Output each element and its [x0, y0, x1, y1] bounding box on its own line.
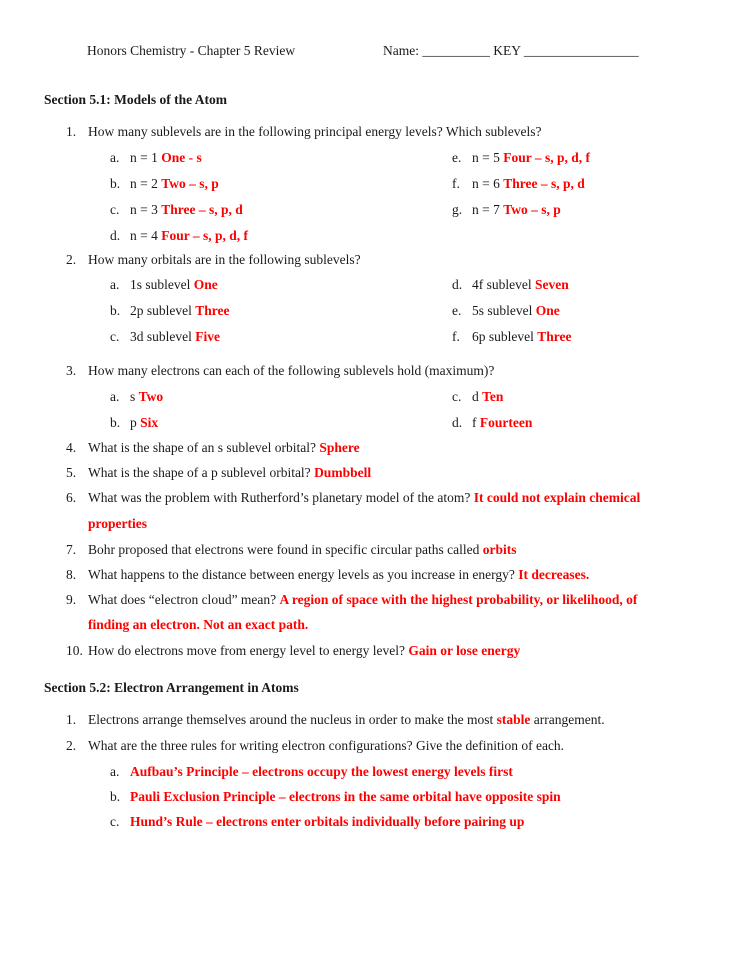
s2-question-2: 2. What are the three rules for writing electron configurations? Give the definition of each. [66, 738, 565, 753]
q3-item-a: a. s Two [110, 389, 164, 404]
q3-item-c: c. d Ten [452, 389, 504, 404]
q2-item-f: f. 6p sublevel Three [452, 329, 572, 344]
question-2: 2. How many orbitals are in the following sublevels? [66, 252, 361, 267]
q2-item-e: e. 5s sublevel One [452, 303, 560, 318]
question-8: 8. What happens to the distance between energy levels as you increase in energy? It decreases. [66, 567, 590, 582]
document-title: Honors Chemistry - Chapter 5 Review [87, 43, 296, 58]
section-5-2-title: Section 5.2: Electron Arrangement in Atoms [44, 680, 299, 695]
q3-item-d: d. f Fourteen [452, 415, 533, 430]
q2-item-b: b. 2p sublevel Three [110, 303, 230, 318]
question-4: 4. What is the shape of an s sublevel orbital? Sphere [66, 440, 360, 455]
question-6-answer-cont: properties [88, 516, 147, 531]
s2-q2-item-a: a. Aufbau’s Principle – electrons occupy the lowest energy levels first [110, 764, 513, 779]
s2-q2-item-c: c. Hund’s Rule – electrons enter orbitals individually before pairing up [110, 814, 525, 829]
question-3: 3. How many electrons can each of the following sublevels hold (maximum)? [66, 363, 495, 378]
q1-item-c: c. n = 3 Three – s, p, d [110, 202, 243, 217]
section-5-1-title: Section 5.1: Models of the Atom [44, 92, 227, 107]
q1-item-d: d. n = 4 Four – s, p, d, f [110, 228, 249, 243]
question-7: 7. Bohr proposed that electrons were found in specific circular paths called orbits [66, 542, 517, 557]
question-6: 6. What was the problem with Rutherford’s planetary model of the atom? It could not explain chemical [66, 490, 641, 505]
q2-item-a: a. 1s sublevel One [110, 277, 218, 292]
s2-q2-item-b: b. Pauli Exclusion Principle – electrons in the same orbital have opposite spin [110, 789, 561, 804]
q2-item-d: d. 4f sublevel Seven [452, 277, 569, 292]
q3-item-b: b. p Six [110, 415, 159, 430]
q1-item-g: g. n = 7 Two – s, p [452, 202, 561, 217]
name-field: Name: __________ KEY _________________ [383, 43, 639, 58]
q1-item-a: a. n = 1 One - s [110, 150, 202, 165]
question-9: 9. What does “electron cloud” mean? A region of space with the highest probability, or likelihood, of [66, 592, 638, 607]
q2-item-c: c. 3d sublevel Five [110, 329, 220, 344]
question-10: 10. How do electrons move from energy level to energy level? Gain or lose energy [66, 643, 521, 658]
question-1: 1. How many sublevels are in the following principal energy levels? Which sublevels? [66, 124, 542, 139]
q1-item-e: e. n = 5 Four – s, p, d, f [452, 150, 591, 165]
q1-item-f: f. n = 6 Three – s, p, d [452, 176, 585, 191]
question-9-answer-cont: finding an electron. Not an exact path. [88, 617, 309, 632]
q1-item-b: b. n = 2 Two – s, p [110, 176, 219, 191]
s2-question-1: 1. Electrons arrange themselves around the nucleus in order to make the most stable arrangement. [66, 712, 605, 727]
question-5: 5. What is the shape of a p sublevel orbital? Dumbbell [66, 465, 372, 480]
